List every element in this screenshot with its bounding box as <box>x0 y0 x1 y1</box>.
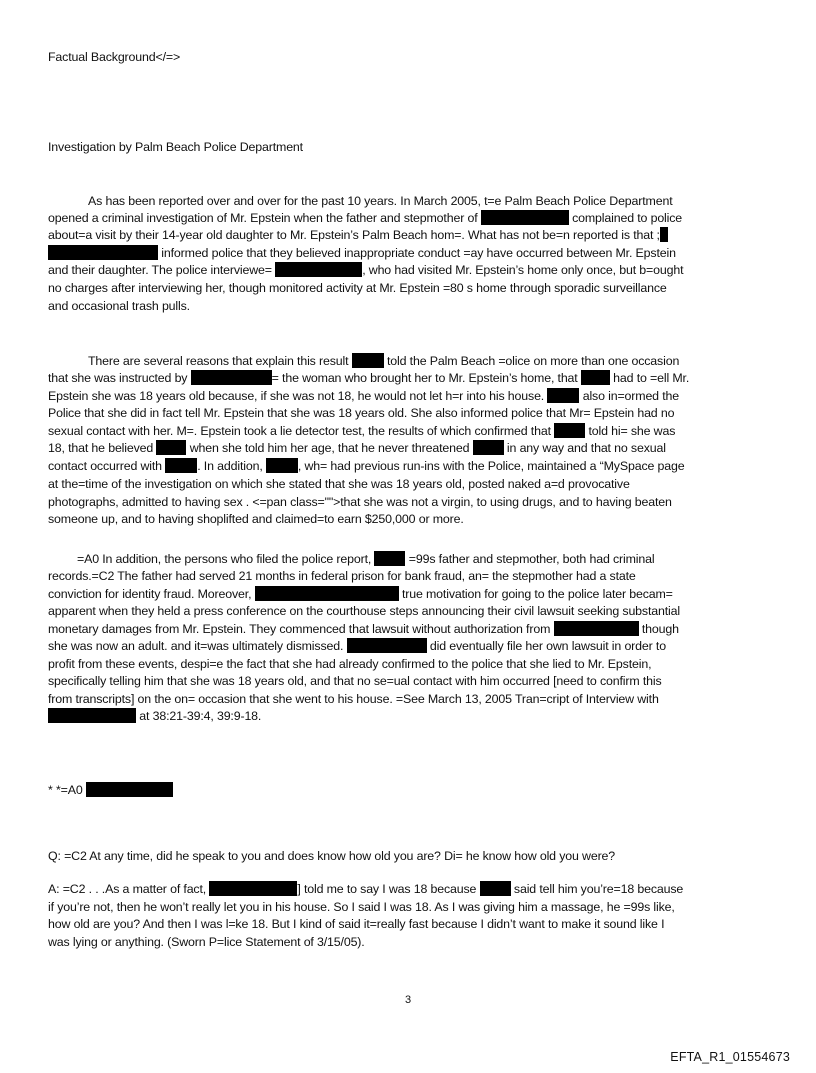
text-segment: at 38:21-39:4, 39:9-18. <box>136 709 262 723</box>
text-segment: and occasional trash pulls. <box>48 299 190 313</box>
text-line <box>48 621 679 637</box>
text-segment: profit from these events, despi=e the fact that she had already confirmed to the police that she lied to Mr. Epstein, <box>48 657 652 671</box>
text-line <box>48 298 190 314</box>
text-segment: did eventually file her own lawsuit in order to <box>426 639 666 653</box>
text-line <box>48 227 668 243</box>
text-line <box>48 881 683 897</box>
subheading: Investigation by Palm Beach Police Department <box>48 140 303 154</box>
text-segment: told hi= she was <box>585 424 676 438</box>
text-segment: conviction for identity fraud. Moreover, <box>48 587 255 601</box>
text-segment: 18, that he believed <box>48 441 157 455</box>
text-segment: ] told me to say I was 18 because <box>297 882 480 896</box>
text-segment: had to =ell Mr. <box>609 371 690 385</box>
text-line <box>48 899 675 915</box>
text-line <box>48 511 464 527</box>
redaction-box <box>660 227 668 242</box>
text-segment: in any way and that no sexual <box>503 441 666 455</box>
text-segment: Epstein she was 18 years old because, if she was not 18, he would not let h=r into his house. <box>48 389 548 403</box>
text-segment: how old are you? And then I was l=ke 18. But I kind of said it=really fast because I didn’t want to make it sound like I <box>48 917 665 931</box>
text-segment: true motivation for going to the police later becam= <box>398 587 673 601</box>
text-line <box>48 262 683 278</box>
text-segment: * *=A0 <box>48 783 86 797</box>
text-line <box>48 656 651 672</box>
text-segment: opened a criminal investigation of Mr. Epstein when the father and stepmother of <box>48 211 481 225</box>
text-line <box>48 586 673 602</box>
text-segment: , wh= had previous run-ins with the Police, maintained a “MySpace page <box>297 459 685 473</box>
text-line <box>48 458 685 474</box>
text-line <box>48 405 674 421</box>
text-segment: =99s father and stepmother, both had criminal <box>405 552 655 566</box>
redaction-box <box>255 586 399 601</box>
text-segment: that she was instructed by <box>48 371 191 385</box>
text-segment: and their daughter. The police interviewe= <box>48 263 276 277</box>
redaction-box <box>374 551 405 566</box>
redaction-box <box>156 440 186 455</box>
text-line <box>48 568 636 584</box>
text-segment: apparent when they held a press conference on the courthouse steps announcing their civil lawsuit seeking substantial <box>48 604 680 618</box>
heading: Factual Background</=> <box>48 50 181 64</box>
text-segment: sexual contact with her. M=. Epstein took a lie detector test, the results of which confirmed that <box>48 424 555 438</box>
redaction-box <box>86 782 173 797</box>
text-line <box>48 388 679 404</box>
text-line <box>48 476 630 492</box>
redaction-box <box>554 423 585 438</box>
text-line <box>48 916 664 932</box>
text-line <box>48 245 676 261</box>
redaction-box <box>481 210 569 225</box>
redaction-box <box>266 458 298 473</box>
redaction-box <box>209 881 297 896</box>
text-line <box>77 551 654 567</box>
text-segment: was lying or anything. (Sworn P=lice Statement of 3/15/05). <box>48 935 365 949</box>
text-segment: someone up, and to having shoplifted and claimed=to earn $250,000 or more. <box>48 512 464 526</box>
redaction-box <box>191 370 272 385</box>
text-line <box>48 440 666 456</box>
text-segment: records.=C2 The father had served 21 months in federal prison for bank fraud, an= the stepmother had a state <box>48 569 636 583</box>
text-segment: photographs, admitted to having sex . <=pan class="">that she was not a virgin, to using drugs, and to having beaten <box>48 495 672 509</box>
page-number: 3 <box>404 994 412 1006</box>
text-segment: =A0 In addition, the persons who filed the police report, <box>77 552 375 566</box>
text-line <box>88 193 673 209</box>
text-line <box>48 280 667 296</box>
text-line <box>48 673 662 689</box>
redaction-box <box>48 708 136 723</box>
text-segment: when she told him her age, that he never threatened <box>186 441 473 455</box>
text-segment: informed police that they believed inappropriate conduct =ay have occurred between Mr. Epstein <box>158 246 676 260</box>
text-segment: Police that she did in fact tell Mr. Epstein that she was 18 years old. She also informed police that Mr= Epstein had no <box>48 406 675 420</box>
bates-number: EFTA_R1_01554673 <box>670 1050 790 1064</box>
text-segment: specifically telling him that she was 18 years old, and that no se=ual contact with him occurred [need to confirm this <box>48 674 662 688</box>
redaction-box <box>480 881 511 896</box>
text-line <box>48 494 672 510</box>
text-line <box>48 370 689 386</box>
text-segment: monetary damages from Mr. Epstein. They commenced that lawsuit without authorization from <box>48 622 554 636</box>
redaction-box <box>554 621 639 636</box>
text-segment: at the=time of the investigation on which she stated that she was 18 years old, posted naked a=d provocative <box>48 477 630 491</box>
redaction-box <box>547 388 579 403</box>
text-segment: she was now an adult. and it=was ultimately dismissed. <box>48 639 347 653</box>
text-segment: A: =C2 . . .As a matter of fact, <box>48 882 210 896</box>
text-segment: As has been reported over and over for the past 10 years. In March 2005, t=e Palm Beach Police Department <box>88 194 673 208</box>
text-segment: also in=ormed the <box>579 389 679 403</box>
redaction-box <box>347 638 427 653</box>
text-line <box>88 353 679 369</box>
text-segment: said tell him you’re=18 because <box>510 882 684 896</box>
text-line <box>48 210 682 226</box>
text-segment: There are several reasons that explain this result <box>88 354 352 368</box>
redaction-box <box>352 353 384 368</box>
text-segment: Q: =C2 At any time, did he speak to you and does know how old you are? Di= he know how old you were? <box>48 849 616 863</box>
text-segment: about=a visit by their 14-year old daughter to Mr. Epstein’s Palm Beach hom=. What has not be=n reported is that ; <box>48 228 660 242</box>
redaction-box <box>581 370 610 385</box>
text-line <box>48 848 615 864</box>
text-segment: no charges after interviewing her, though monitored activity at Mr. Epstein =80 s home through sporadic surveillance <box>48 281 667 295</box>
text-line <box>48 638 666 654</box>
text-line <box>48 603 680 619</box>
text-segment: , who had visited Mr. Epstein’s home only once, but b=ought <box>362 263 684 277</box>
text-segment: . In addition, <box>197 459 266 473</box>
text-line <box>48 423 675 439</box>
text-segment: = the woman who brought her to Mr. Epstein’s home, that <box>271 371 581 385</box>
redaction-box <box>165 458 197 473</box>
text-segment: told the Palm Beach =olice on more than one occasion <box>383 354 680 368</box>
redaction-box <box>275 262 362 277</box>
redaction-box <box>48 245 158 260</box>
text-segment: contact occurred with <box>48 459 166 473</box>
text-segment: though <box>638 622 679 636</box>
text-segment: if you’re not, then he won’t really let you in his house. So I said I was 18. As I was giving him a massage, he =99s like, <box>48 900 675 914</box>
text-segment: from transcripts] on the on= occasion that she went to his house. =See March 13, 2005 Tran=cript of Interview with <box>48 692 659 706</box>
text-line <box>48 708 261 724</box>
text-segment: complained to police <box>568 211 683 225</box>
text-line <box>48 934 365 950</box>
text-line <box>48 691 659 707</box>
redaction-box <box>473 440 504 455</box>
text-line <box>48 782 173 798</box>
